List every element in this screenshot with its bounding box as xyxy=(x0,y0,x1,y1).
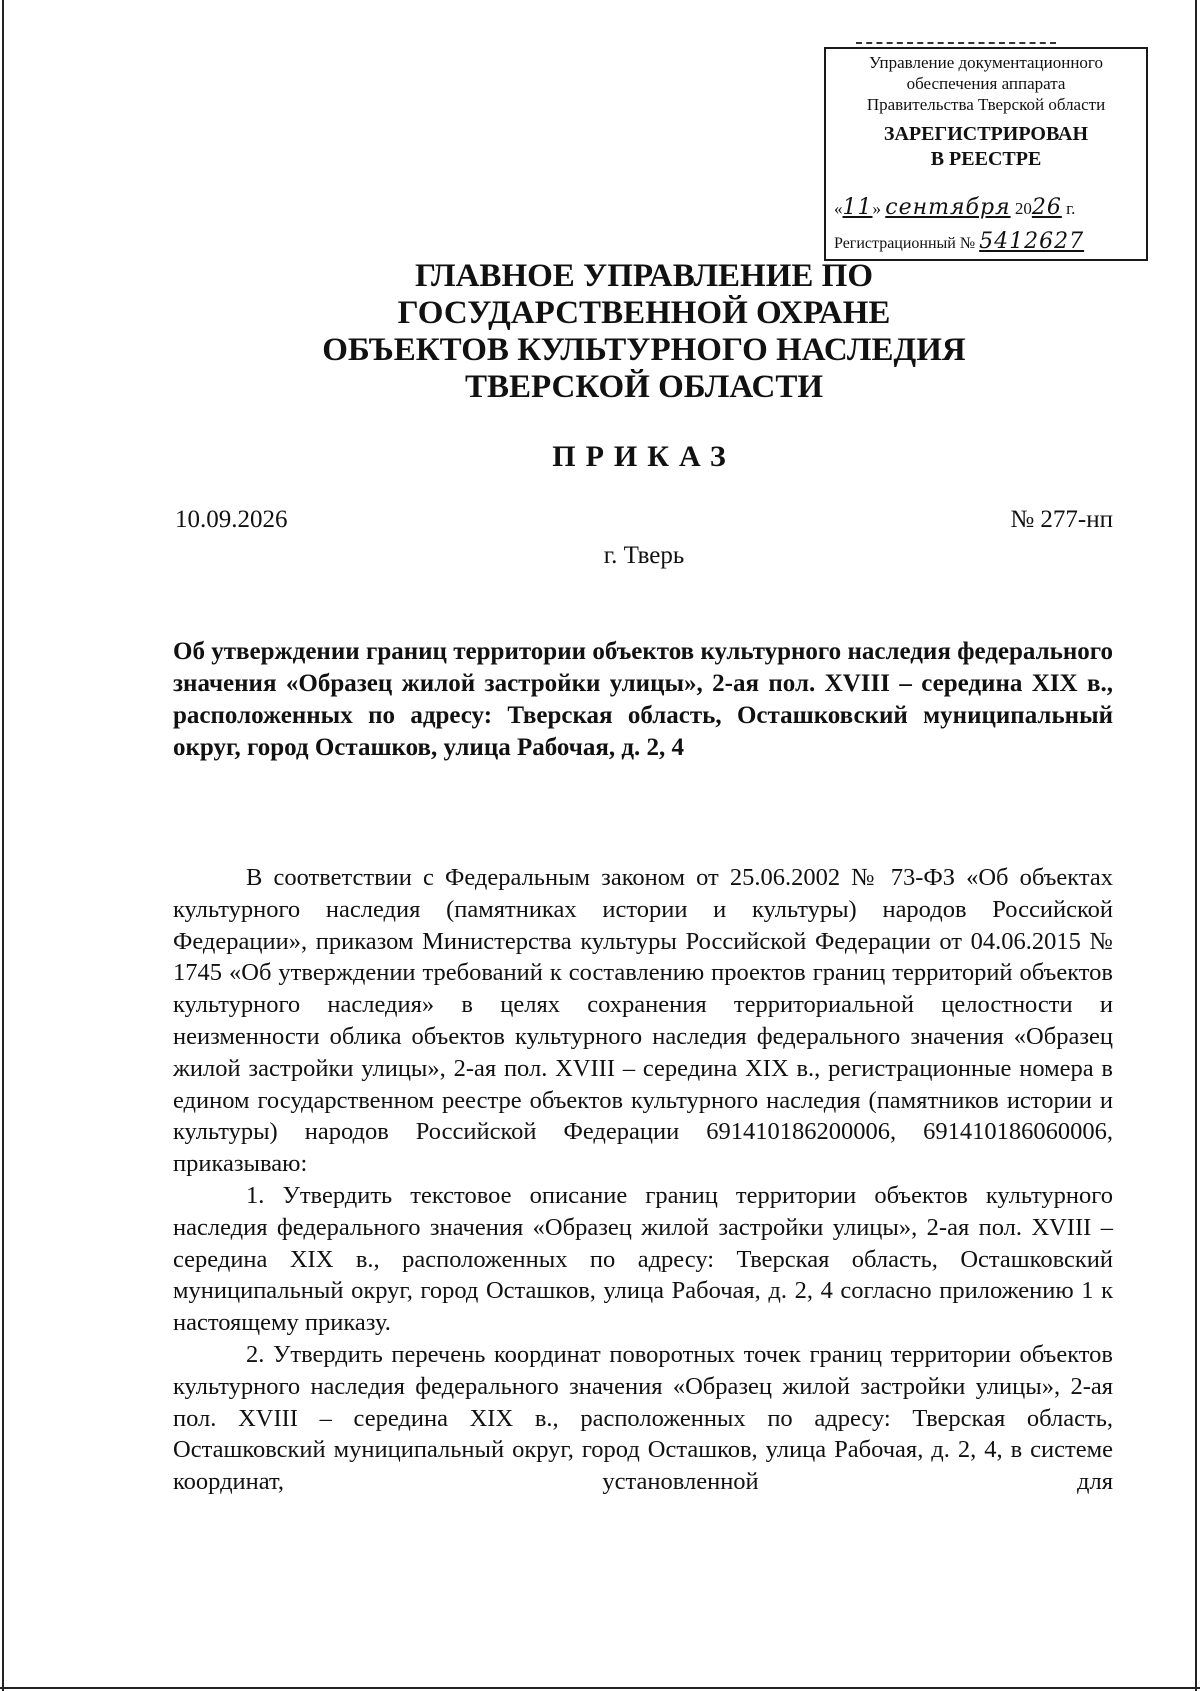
heading-line-4: ТВЕРСКОЙ ОБЛАСТИ xyxy=(464,369,824,405)
order-city: г. Тверь xyxy=(603,542,685,569)
stamp-org xyxy=(826,52,1146,115)
stamp-regnum-value: 5412627 xyxy=(979,229,1085,254)
order-subject: Об утверждении границ территории объектов культурного наследия федерального значения «Образец жилой застройки улицы», 2-ая пол. XVIII – середина XIX в., расположенных по адресу: Тверская область, Осташковский муниципальный округ, город Осташков, улица Рабочая, д. 2, 4 xyxy=(173,638,1113,761)
page-right-edge xyxy=(1195,0,1197,1691)
stamp-date-year-unit: г. xyxy=(1066,199,1076,218)
order-date: 10.09.2026 xyxy=(175,506,288,533)
organization-heading xyxy=(160,258,1128,406)
heading-line-1: ГЛАВНОЕ УПРАВЛЕНИЕ ПО xyxy=(415,258,873,294)
stamp-top-dash xyxy=(856,42,1056,44)
registration-stamp xyxy=(824,47,1148,261)
page-left-edge xyxy=(2,0,4,1691)
stamp-regnum-label: Регистрационный № xyxy=(834,235,976,252)
stamp-date: «11» сентября 2026 г. xyxy=(834,195,1076,220)
stamp-org-line-1: Управление документационного xyxy=(869,53,1103,72)
stamp-regnum xyxy=(834,231,1142,254)
stamp-date-month: сентября xyxy=(885,195,1011,220)
page-bottom-edge xyxy=(0,1687,1200,1689)
stamp-date-day: 11 xyxy=(842,195,873,220)
stamp-org-line-3: Правительства Тверской области xyxy=(866,95,1106,114)
stamp-registered-line-2: В РЕЕСТРЕ xyxy=(930,148,1042,170)
body-paragraph-preamble: В соответствии с Федеральным законом от 25.06.2002 № 73-ФЗ «Об объектах культурного наследия (памятниках истории и культуры) народов Российской Федерации», приказом Министерства культуры Российской Федерации от 04.06.2015 № 1745 «Об утверждении требований к составлению проектов границ территорий объектов культурного наследия» в целях сохранения территориальной целостности и неизменности облика объектов культурного наследия федерального значения «Образец жилой застройки улицы», 2-ая пол. XVIII – середина XIX в., регистрационные номера в едином государственном реестре объектов культурного наследия (памятников истории и культуры) народов Российской Федерации 691410186200006, 691410186060006, приказываю: xyxy=(173,864,1113,1178)
stamp-date-year-suffix: 26 xyxy=(1031,195,1062,220)
body-paragraph-item-2: 2. Утвердить перечень координат поворотных точек границ территории объектов культурного наследия федерального значения «Образец жилой застройки улицы», 2-ая пол. XVIII – середина XIX в., расположенных по адресу: Тверская область, Осташковский муниципальный округ, город Осташков, улица Рабочая, д. 2, 4, в системе координат, установленной для xyxy=(173,1340,1113,1496)
order-number: № 277-нп xyxy=(1010,506,1113,533)
stamp-org-line-2: обеспечения аппарата xyxy=(906,74,1066,93)
stamp-registered-line-1: ЗАРЕГИСТРИРОВАН xyxy=(883,123,1089,145)
heading-line-2: ГОСУДАРСТВЕННОЙ ОХРАНЕ xyxy=(397,295,891,331)
stamp-date-year-prefix: 20 xyxy=(1014,199,1032,218)
order-body xyxy=(173,862,1113,1498)
body-paragraph-item-1: 1. Утвердить текстовое описание границ территории объектов культурного наследия федерального значения «Образец жилой застройки улицы», 2-ая пол. XVIII – середина XIX в., расположенных по адресу: Тверская область, Осташковский муниципальный округ, город Осташков, улица Рабочая, д. 2, 4 согласно приложению 1 к настоящему приказу. xyxy=(173,1181,1113,1337)
order-title: ПРИКАЗ xyxy=(552,440,736,473)
heading-line-3: ОБЪЕКТОВ КУЛЬТУРНОГО НАСЛЕДИЯ xyxy=(322,332,966,368)
